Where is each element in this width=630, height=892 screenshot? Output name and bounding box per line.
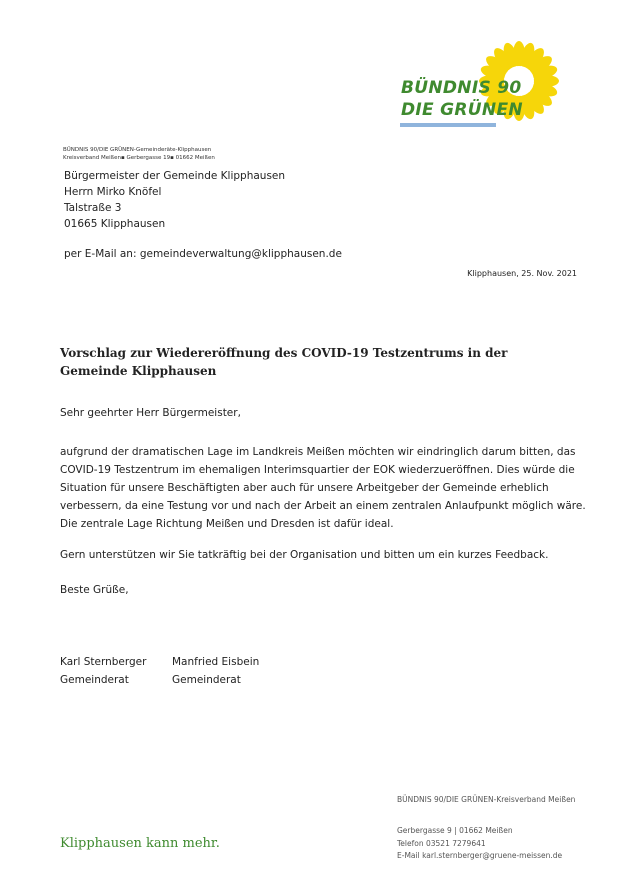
body-line: Situation für unsere Beschäftigten aber auch für unsere Arbeitgeber der Gemeinde erheblich	[60, 482, 549, 494]
signature-name: Manfried Eisbein	[172, 656, 260, 668]
logo-text-line1: BÜNDNIS 90	[401, 78, 522, 98]
sender-line: Kreisverband Meißen▪ Gerbergasse 19▪ 01662 Meißen	[63, 155, 215, 161]
logo-text-line2: DIE GRÜNEN	[401, 100, 523, 120]
footer-address: Gerbergasse 9 | 01662 Meißen	[397, 826, 513, 835]
footer-contact	[397, 825, 562, 863]
closing-greeting: Beste Grüße,	[60, 584, 129, 596]
footer-organization: BÜNDNIS 90/DIE GRÜNEN-Kreisverband Meißen	[397, 795, 576, 804]
letter-subject: Vorschlag zur Wiedereröffnung des COVID-19 Testzentrums in der Gemeinde Klipphausen	[60, 346, 508, 378]
recipient-address	[64, 168, 285, 232]
body-line: verbessern, da eine Testung vor und nach der Arbeit an einem zentralen Anlaufpunkt möglich wäre.	[60, 500, 586, 512]
body-line: aufgrund der dramatischen Lage im Landkreis Meißen möchten wir eindringlich darum bitten, das	[60, 446, 576, 458]
sender-address	[63, 146, 215, 162]
recipient-line: Herrn Mirko Knöfel	[64, 186, 162, 198]
email-delivery-note: per E-Mail an: gemeindeverwaltung@klipphausen.de	[64, 248, 342, 260]
footer-slogan: Klipphausen kann mehr.	[60, 836, 220, 851]
party-logo	[398, 40, 563, 132]
recipient-line: Talstraße 3	[64, 202, 122, 214]
recipient-line: 01665 Klipphausen	[64, 218, 166, 230]
signature-role: Gemeinderat	[172, 674, 241, 686]
signature-name: Karl Sternberger	[60, 656, 147, 668]
footer-phone: Telefon 03521 7279641	[397, 838, 486, 848]
body-paragraph-2: Gern unterstützen wir Sie tatkräftig bei der Organisation und bitten um ein kurzes Feedback.	[60, 549, 549, 561]
sender-line: BÜNDNIS 90/DIE GRÜNEN-Gemeinderäte-Klipphausen	[63, 147, 212, 153]
body-line: COVID-19 Testzentrum im ehemaligen Interimsquartier der EOK wiederzueröffnen. Dies würde die	[60, 464, 575, 476]
footer-email: E-Mail karl.sternberger@gruene-meissen.de	[397, 851, 563, 860]
body-line: Die zentrale Lage Richtung Meißen und Dresden ist dafür ideal.	[60, 518, 394, 530]
signature-block	[172, 653, 259, 689]
signature-block	[60, 653, 146, 689]
recipient-line: Bürgermeister der Gemeinde Klipphausen	[64, 170, 286, 182]
salutation: Sehr geehrter Herr Bürgermeister,	[60, 407, 241, 419]
logo-underline	[400, 123, 496, 127]
signature-role: Gemeinderat	[60, 674, 129, 686]
body-paragraph	[60, 443, 586, 533]
letter-date: Klipphausen, 25. Nov. 2021	[467, 269, 577, 278]
